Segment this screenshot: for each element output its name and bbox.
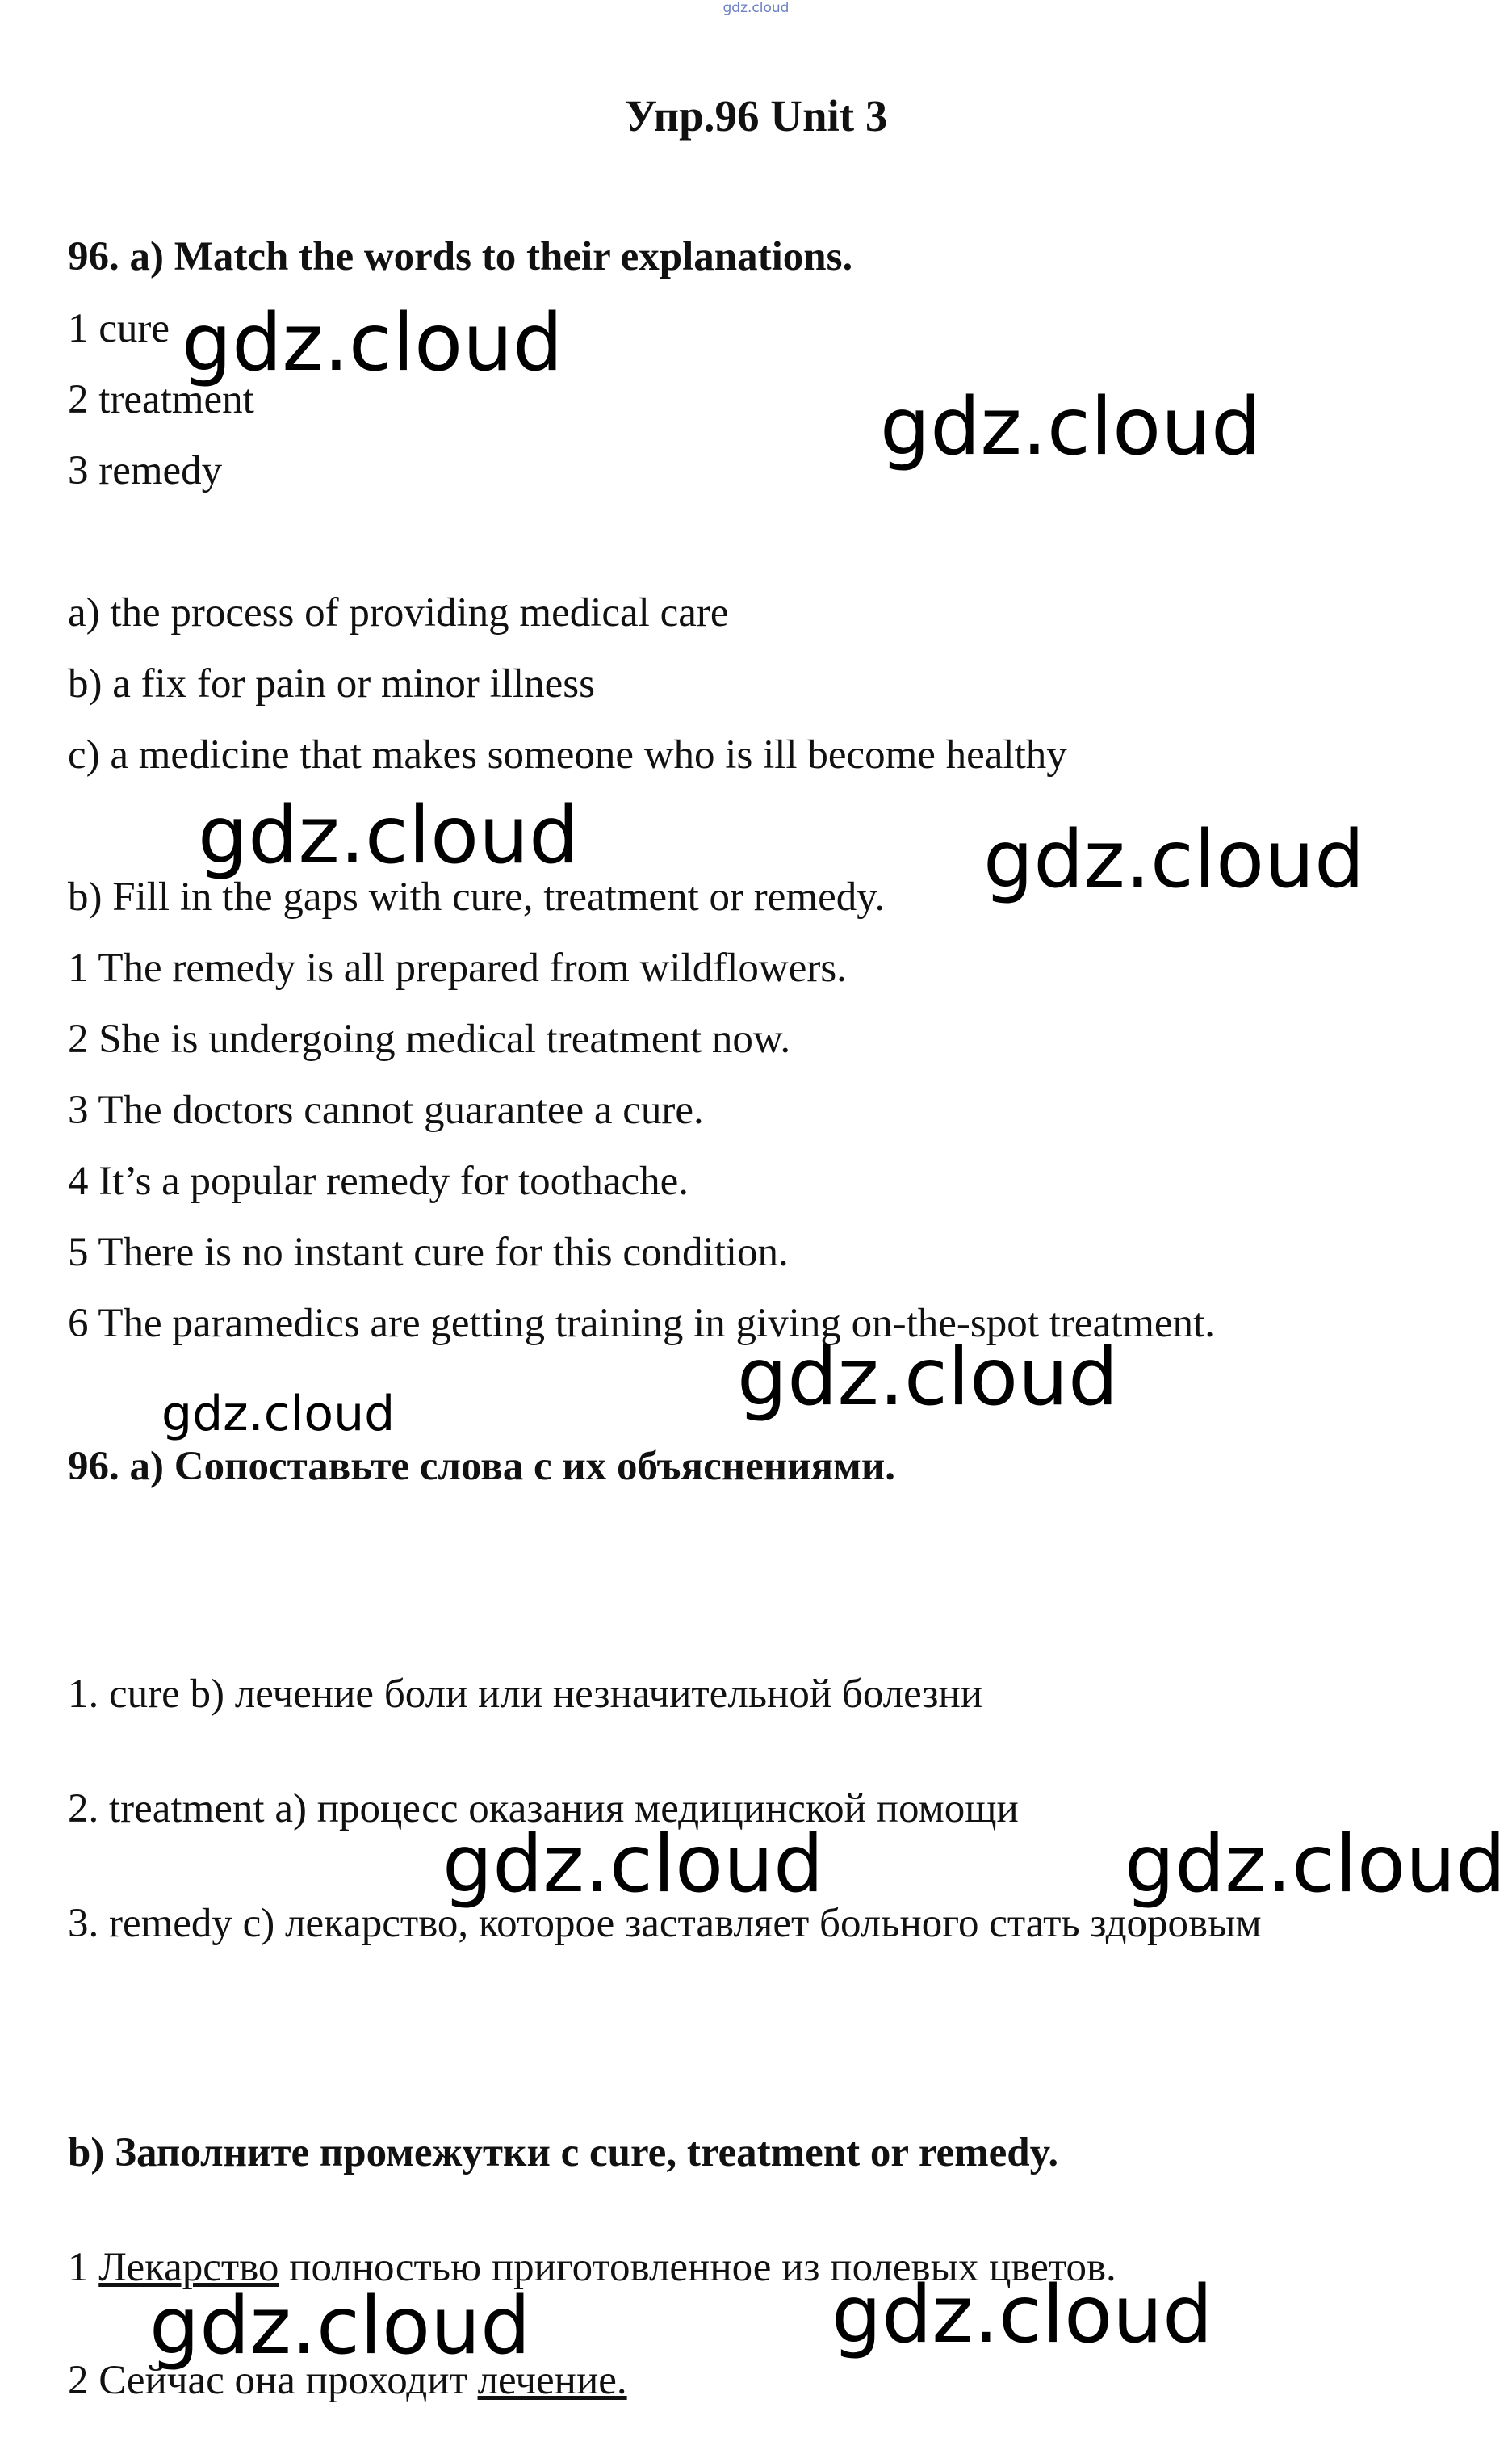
sentence-text: полностью приготовленное из полевых цветов.	[279, 2245, 1116, 2290]
word-item: 3 remedy	[68, 448, 223, 493]
page-title: Упр.96 Unit 3	[624, 91, 888, 141]
watermark: gdz.cloud	[442, 1818, 824, 1911]
sentence-text: 2 Сейчас она проходит	[68, 2358, 478, 2403]
explanation-item: b) a fix for pain or minor illness	[68, 661, 595, 707]
watermark: gdz.cloud	[831, 2269, 1213, 2361]
sentence-item: 2 She is undergoing medical treatment now.	[68, 1017, 791, 1062]
russian-part-b-heading: b) Заполните промежутки с cure, treatment or remedy.	[68, 2130, 1059, 2175]
watermark: gdz.cloud	[1125, 1818, 1506, 1911]
word-item: 2 treatment	[68, 377, 254, 422]
watermark: gdz.cloud	[737, 1332, 1119, 1424]
watermark: gdz.cloud	[198, 790, 580, 882]
match-item: 2. treatment a) процесс оказания медицинской помощи	[68, 1786, 1019, 1831]
sentence-item: 5 There is no instant cure for this condition.	[68, 1230, 789, 1275]
watermark: gdz.cloud	[983, 814, 1365, 906]
english-part-a-heading: 96. a) Match the words to their explanations.	[68, 234, 853, 279]
watermark: gdz.cloud	[149, 2280, 531, 2372]
watermark: gdz.cloud	[161, 1386, 396, 1442]
english-part-b-heading: b) Fill in the gaps with cure, treatment or remedy.	[68, 875, 886, 920]
explanation-item: a) the process of providing medical care	[68, 590, 729, 636]
sentence-item: 6 The paramedics are getting training in giving on-the-spot treatment.	[68, 1301, 1215, 1346]
russian-part-a-heading: 96. a) Сопоставьте слова с их объяснениями.	[68, 1444, 896, 1489]
word-item: 1 cure	[68, 306, 170, 351]
watermark: gdz.cloud	[880, 381, 1262, 473]
explanation-item: c) a medicine that makes someone who is ill become healthy	[68, 732, 1067, 778]
sentence-item: 4 It’s a popular remedy for toothache.	[68, 1159, 689, 1204]
sentence-item: 1 The remedy is all prepared from wildflowers.	[68, 946, 847, 991]
sentence-item: 3 The doctors cannot guarantee a cure.	[68, 1088, 704, 1133]
underlined-answer: лечение.	[477, 2358, 627, 2403]
match-item: 1. cure b) лечение боли или незначительной болезни	[68, 1672, 983, 1717]
header-watermark: gdz.cloud	[722, 0, 790, 16]
underlined-answer: Лекарство	[98, 2245, 279, 2290]
sentence-number: 1	[68, 2245, 99, 2290]
match-item: 3. remedy c) лекарство, которое заставляет больного стать здоровым	[68, 1901, 1262, 1946]
watermark: gdz.cloud	[182, 297, 563, 389]
